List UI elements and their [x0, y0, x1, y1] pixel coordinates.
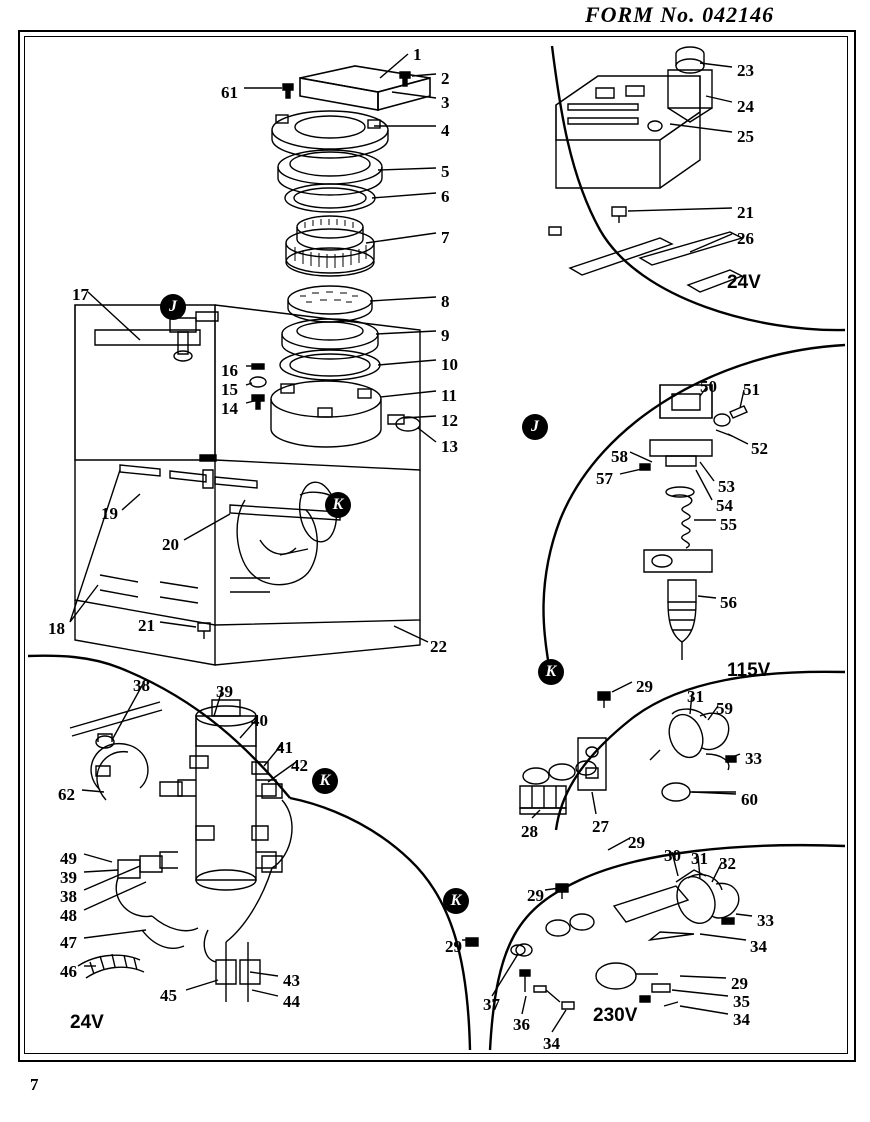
- callout-number: 17: [72, 285, 89, 304]
- callout-number: 38: [133, 676, 150, 695]
- callout-number: 27: [592, 817, 609, 836]
- voltage-label: 230V: [593, 1005, 638, 1026]
- callout-number: 55: [720, 515, 737, 534]
- callout-number: 51: [743, 380, 760, 399]
- voltage-label: 115V: [727, 660, 771, 681]
- callout-number: 10: [441, 355, 458, 374]
- callout-number: 34: [733, 1010, 750, 1029]
- detail-node-marker: K: [325, 492, 351, 518]
- callout-number: 39: [60, 868, 77, 887]
- callout-number: 20: [162, 535, 179, 554]
- callout-number: 21: [138, 616, 155, 635]
- page-number: 7: [30, 1075, 39, 1094]
- callout-number: 15: [221, 380, 238, 399]
- callout-number: 58: [611, 447, 628, 466]
- callout-number: 59: [716, 699, 733, 718]
- callout-number: 3: [441, 93, 450, 112]
- callout-number: 26: [737, 229, 754, 248]
- callout-number: 9: [441, 326, 450, 345]
- callout-number: 21: [737, 203, 754, 222]
- callout-number: 18: [48, 619, 65, 638]
- callout-number: 8: [441, 292, 450, 311]
- callout-number: 13: [441, 437, 458, 456]
- form-number: FORM No. 042146: [585, 2, 775, 27]
- callout-number: 61: [221, 83, 238, 102]
- callout-number: 43: [283, 971, 300, 990]
- callout-number: 44: [283, 992, 300, 1011]
- callout-number: 45: [160, 986, 177, 1005]
- callout-number: 54: [716, 496, 733, 515]
- callout-number: 34: [543, 1034, 560, 1053]
- callout-number: 28: [521, 822, 538, 841]
- callout-number: 31: [691, 849, 708, 868]
- callout-number: 36: [513, 1015, 530, 1034]
- callout-number: 19: [101, 504, 118, 523]
- detail-node-marker: J: [522, 414, 548, 440]
- callout-number: 52: [751, 439, 768, 458]
- callout-number: 4: [441, 121, 450, 140]
- callout-number: 25: [737, 127, 754, 146]
- callout-number: 42: [291, 756, 308, 775]
- detail-node-marker: K: [312, 768, 338, 794]
- detail-node-marker: K: [538, 659, 564, 685]
- callout-number: 29: [527, 886, 544, 905]
- callout-number: 35: [733, 992, 750, 1011]
- callout-number: 57: [596, 469, 613, 488]
- callout-number: 14: [221, 399, 238, 418]
- callout-number: 47: [60, 933, 77, 952]
- callout-number: 56: [720, 593, 737, 612]
- callout-number: 48: [60, 906, 77, 925]
- callout-number: 22: [430, 637, 447, 656]
- callout-number: 11: [441, 386, 458, 405]
- callout-number: 38: [60, 887, 77, 906]
- callout-number: 30: [664, 846, 681, 865]
- callout-number: 29: [445, 937, 462, 956]
- callout-number: 12: [441, 411, 458, 430]
- page-border-inner: [24, 36, 848, 1054]
- callout-number: 5: [441, 162, 450, 181]
- callout-number: 39: [216, 682, 233, 701]
- callout-number: 34: [750, 937, 767, 956]
- callout-number: 1: [413, 45, 422, 64]
- callout-number: 62: [58, 785, 75, 804]
- callout-number: 40: [251, 711, 268, 730]
- callout-number: 2: [441, 69, 450, 88]
- callout-number: 31: [687, 687, 704, 706]
- callout-number: 32: [719, 854, 736, 873]
- callout-number: 33: [757, 911, 774, 930]
- detail-node-marker: J: [160, 294, 186, 320]
- callout-number: 37: [483, 995, 500, 1014]
- callout-number: 60: [741, 790, 758, 809]
- callout-number: 46: [60, 962, 77, 981]
- callout-number: 29: [731, 974, 748, 993]
- callout-number: 50: [700, 377, 717, 396]
- callout-number: 7: [441, 228, 450, 247]
- callout-number: 49: [60, 849, 77, 868]
- voltage-label: 24V: [70, 1012, 104, 1033]
- voltage-label: 24V: [727, 272, 761, 293]
- callout-number: 29: [628, 833, 645, 852]
- callout-number: 29: [636, 677, 653, 696]
- callout-number: 24: [737, 97, 754, 116]
- callout-number: 16: [221, 361, 238, 380]
- detail-node-marker: K: [443, 888, 469, 914]
- callout-number: 41: [276, 738, 293, 757]
- callout-number: 23: [737, 61, 754, 80]
- callout-number: 6: [441, 187, 450, 206]
- callout-number: 53: [718, 477, 735, 496]
- callout-number: 33: [745, 749, 762, 768]
